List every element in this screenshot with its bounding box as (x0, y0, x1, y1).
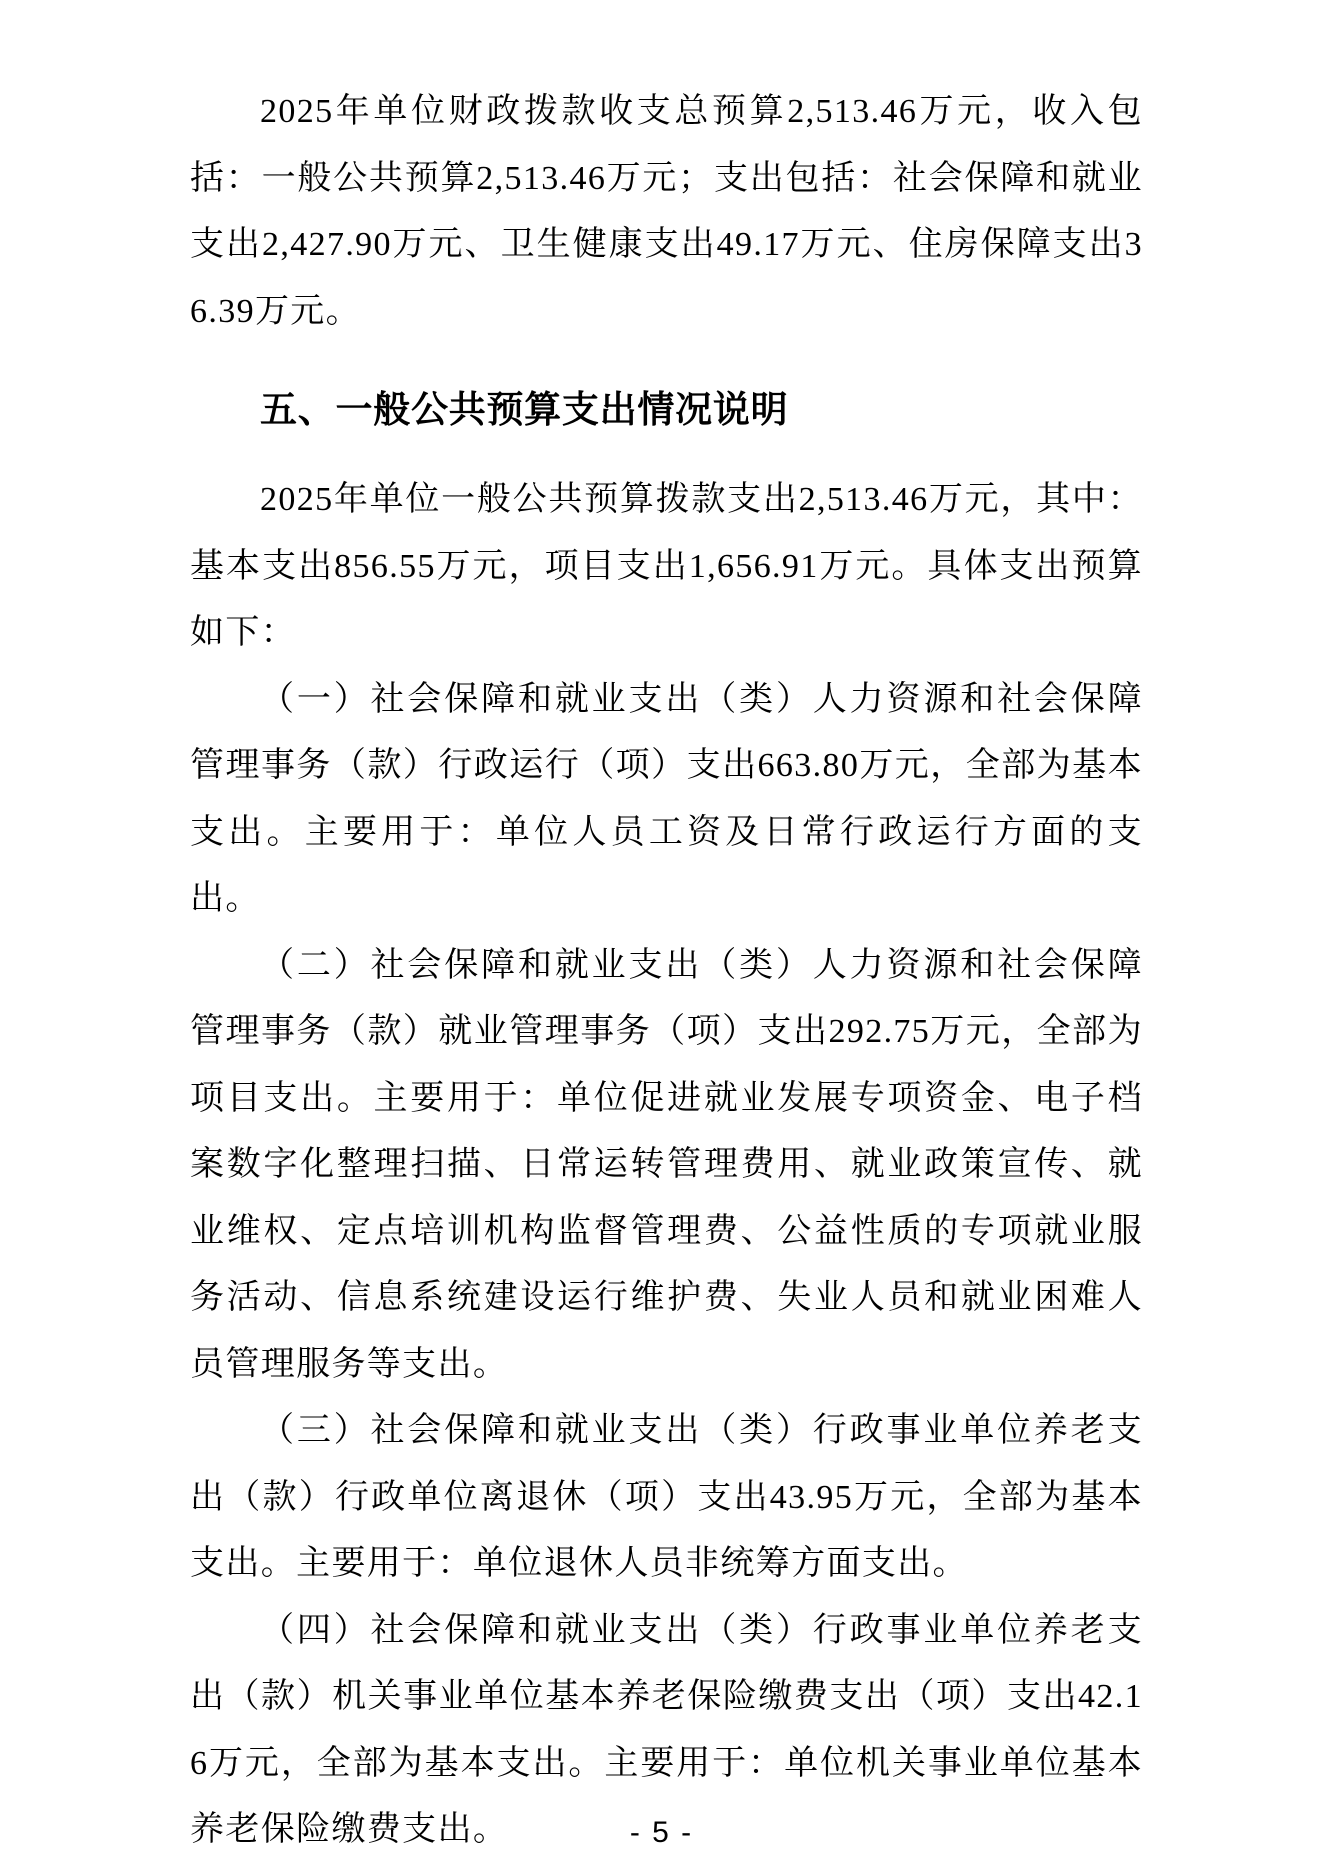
intro-paragraph: 2025年单位财政拨款收支总预算2,513.46万元，收入包括：一般公共预算2,513.46万元；支出包括：社会保障和就业支出2,427.90万元、卫生健康支出49.17万元、住房保障支出36.39万元。 (190, 93, 1143, 330)
budget-item-paragraph-2: （二）社会保障和就业支出（类）人力资源和社会保障管理事务（款）就业管理事务（项）支出292.75万元，全部为项目支出。主要用于：单位促进就业发展专项资金、电子档案数字化整理扫描、日常运转管理费用、就业政策宣传、就业维权、定点培训机构监督管理费、公益性质的专项就业服务活动、信息系统建设运行维护费、失业人员和就业困难人员管理服务等支出。 (190, 946, 1143, 1383)
budget-item-paragraph-3: （三）社会保障和就业支出（类）行政事业单位养老支出（款）行政单位离退休（项）支出43.95万元，全部为基本支出。主要用于：单位退休人员非统筹方面支出。 (190, 1412, 1143, 1582)
document-body (190, 79, 1143, 1864)
page-number: - 5 - (629, 1816, 694, 1849)
section-heading: 五、一般公共预算支出情况说明 (260, 389, 789, 430)
budget-item-paragraph-1: （一）社会保障和就业支出（类）人力资源和社会保障管理事务（款）行政运行（项）支出663.80万元，全部为基本支出。主要用于：单位人员工资及日常行政运行方面的支出。 (190, 680, 1143, 917)
section-intro-paragraph: 2025年单位一般公共预算拨款支出2,513.46万元，其中：基本支出856.55万元，项目支出1,656.91万元。具体支出预算如下： (190, 481, 1143, 651)
budget-item-paragraph-4: （四）社会保障和就业支出（类）行政事业单位养老支出（款）机关事业单位基本养老保险缴费支出（项）支出42.16万元，全部为基本支出。主要用于：单位机关事业单位基本养老保险缴费支出。 (190, 1611, 1143, 1848)
